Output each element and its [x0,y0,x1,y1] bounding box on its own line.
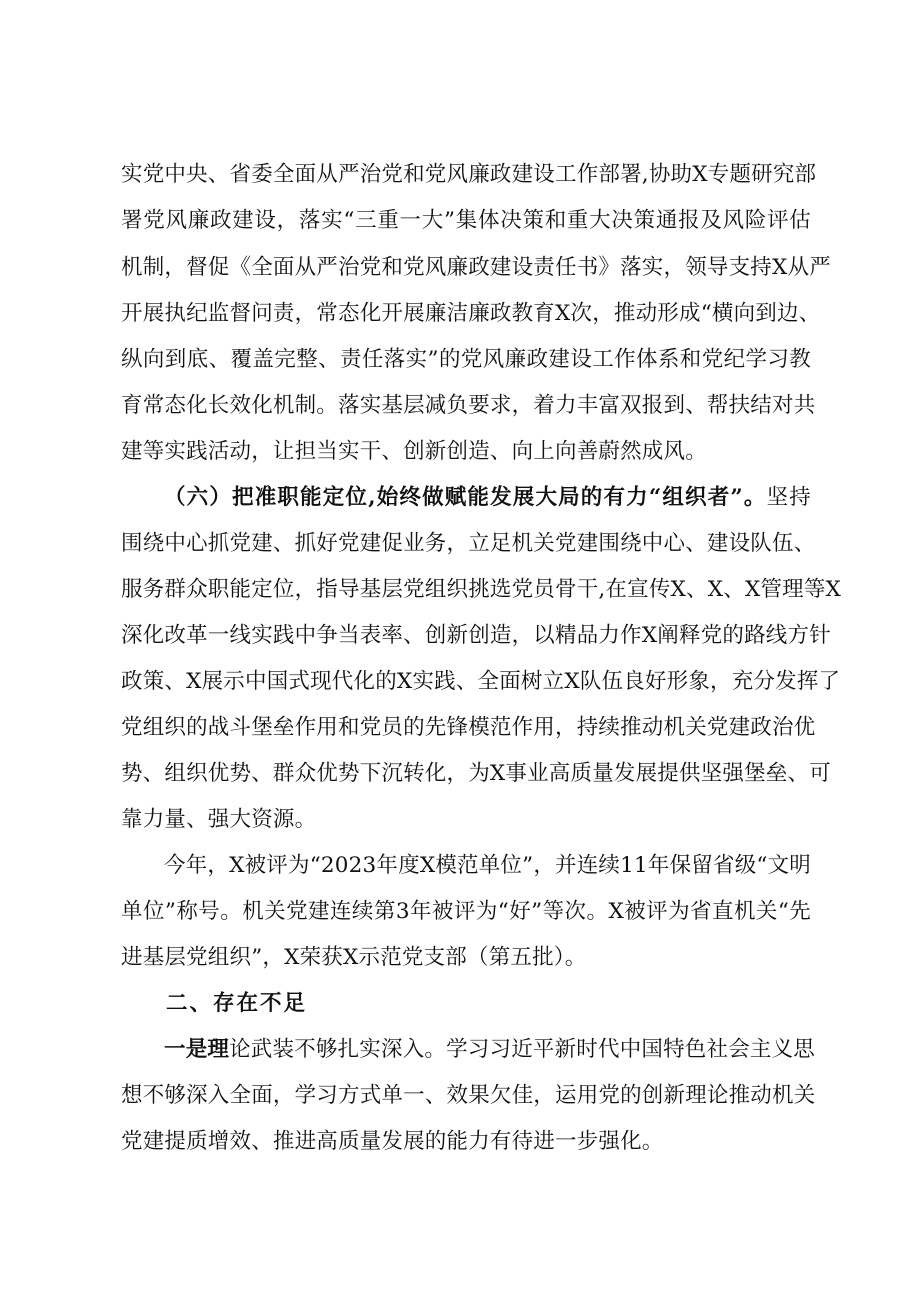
paragraph-4-bold-lead: 一是理 [164,1037,230,1062]
paragraph-4-first-line-rest: 论武装不够扎实深入。学习习近平新时代中国特色社会主义思 [229,1037,816,1062]
paragraph-4-first-line [164,1035,816,1065]
paragraph-1-line-5: 纵向到底、覆盖完整、责任落实”的党风廉政建设工作体系和党纪学习教 [121,347,811,372]
paragraph-3-line-3: 进基层党组织”，X荣获X示范党支部（第五批）。 [121,945,587,970]
paragraph-1-line-1: 实党中央、省委全面从严治党和党风廉政建设工作部署,协助X专题研究部 [121,162,817,187]
paragraph-2-line-8: 靠力量、强大资源。 [121,807,317,832]
paragraph-1-line-2: 署党风廉政建设，落实“三重一大”集体决策和重大决策通报及风险评估 [121,208,811,233]
paragraph-1-line-3: 机制，督促《全面从严治党和党风廉政建设责任书》落实，领导支持X从严 [121,255,831,280]
paragraph-2-line-6: 党组织的战斗堡垒作用和党员的先锋模范作用，持续推动机关党建政治优 [121,715,816,740]
paragraph-2-bold-lead: （六）把准职能定位,始终做赋能发展大局的有力“组织者”。 [164,485,767,510]
paragraph-4-line-2: 想不够深入全面，学习方式单一、效果欠佳，运用党的创新理论推动机关 [121,1083,816,1108]
paragraph-4-line-3: 党建提质增效、推进高质量发展的能力有待进一步强化。 [121,1129,664,1154]
paragraph-1-line-6: 育常态化长效化机制。落实基层减负要求，着力丰富双报到、帮扶结对共 [121,393,816,418]
paragraph-2-line-4: 深化改革一线实践中争当表率、创新创造，以精品力作X阐释党的路线方针 [121,623,831,648]
paragraph-2-first-line-rest: 坚持 [766,485,812,510]
paragraph-3-line-1: 今年，X被评为“2023年度X模范单位”，并连续11年保留省级“文明 [164,853,811,878]
paragraph-2-line-5: 政策、X展示中国式现代化的X实践、全面树立X队伍良好形象，充分发挥了 [121,669,841,694]
paragraph-3-line-2: 单位”称号。机关党建连续第3年被评为“好”等次。X被评为省直机关“先 [121,899,811,924]
section-heading: 二、存在不足 [166,991,308,1016]
paragraph-2-line-2: 围绕中心抓党建、抓好党建促业务，立足机关党建围绕中心、建设队伍、 [121,531,816,556]
paragraph-2-line-3: 服务群众职能定位，指导基层党组织挑选党员骨干,在宣传X、X、X管理等X [121,577,842,602]
paragraph-2-first-line [164,483,811,513]
paragraph-1-line-7: 建等实践活动，让担当实干、创新创造、向上向善蔚然成风。 [121,439,707,464]
paragraph-1-line-4: 开展执纪监督问责，常态化开展廉洁廉政教育X次，推动形成“横向到边、 [121,301,821,326]
paragraph-2-line-7: 势、组织优势、群众优势下沉转化，为X事业高质量发展提供坚强堡垒、可 [121,761,831,786]
